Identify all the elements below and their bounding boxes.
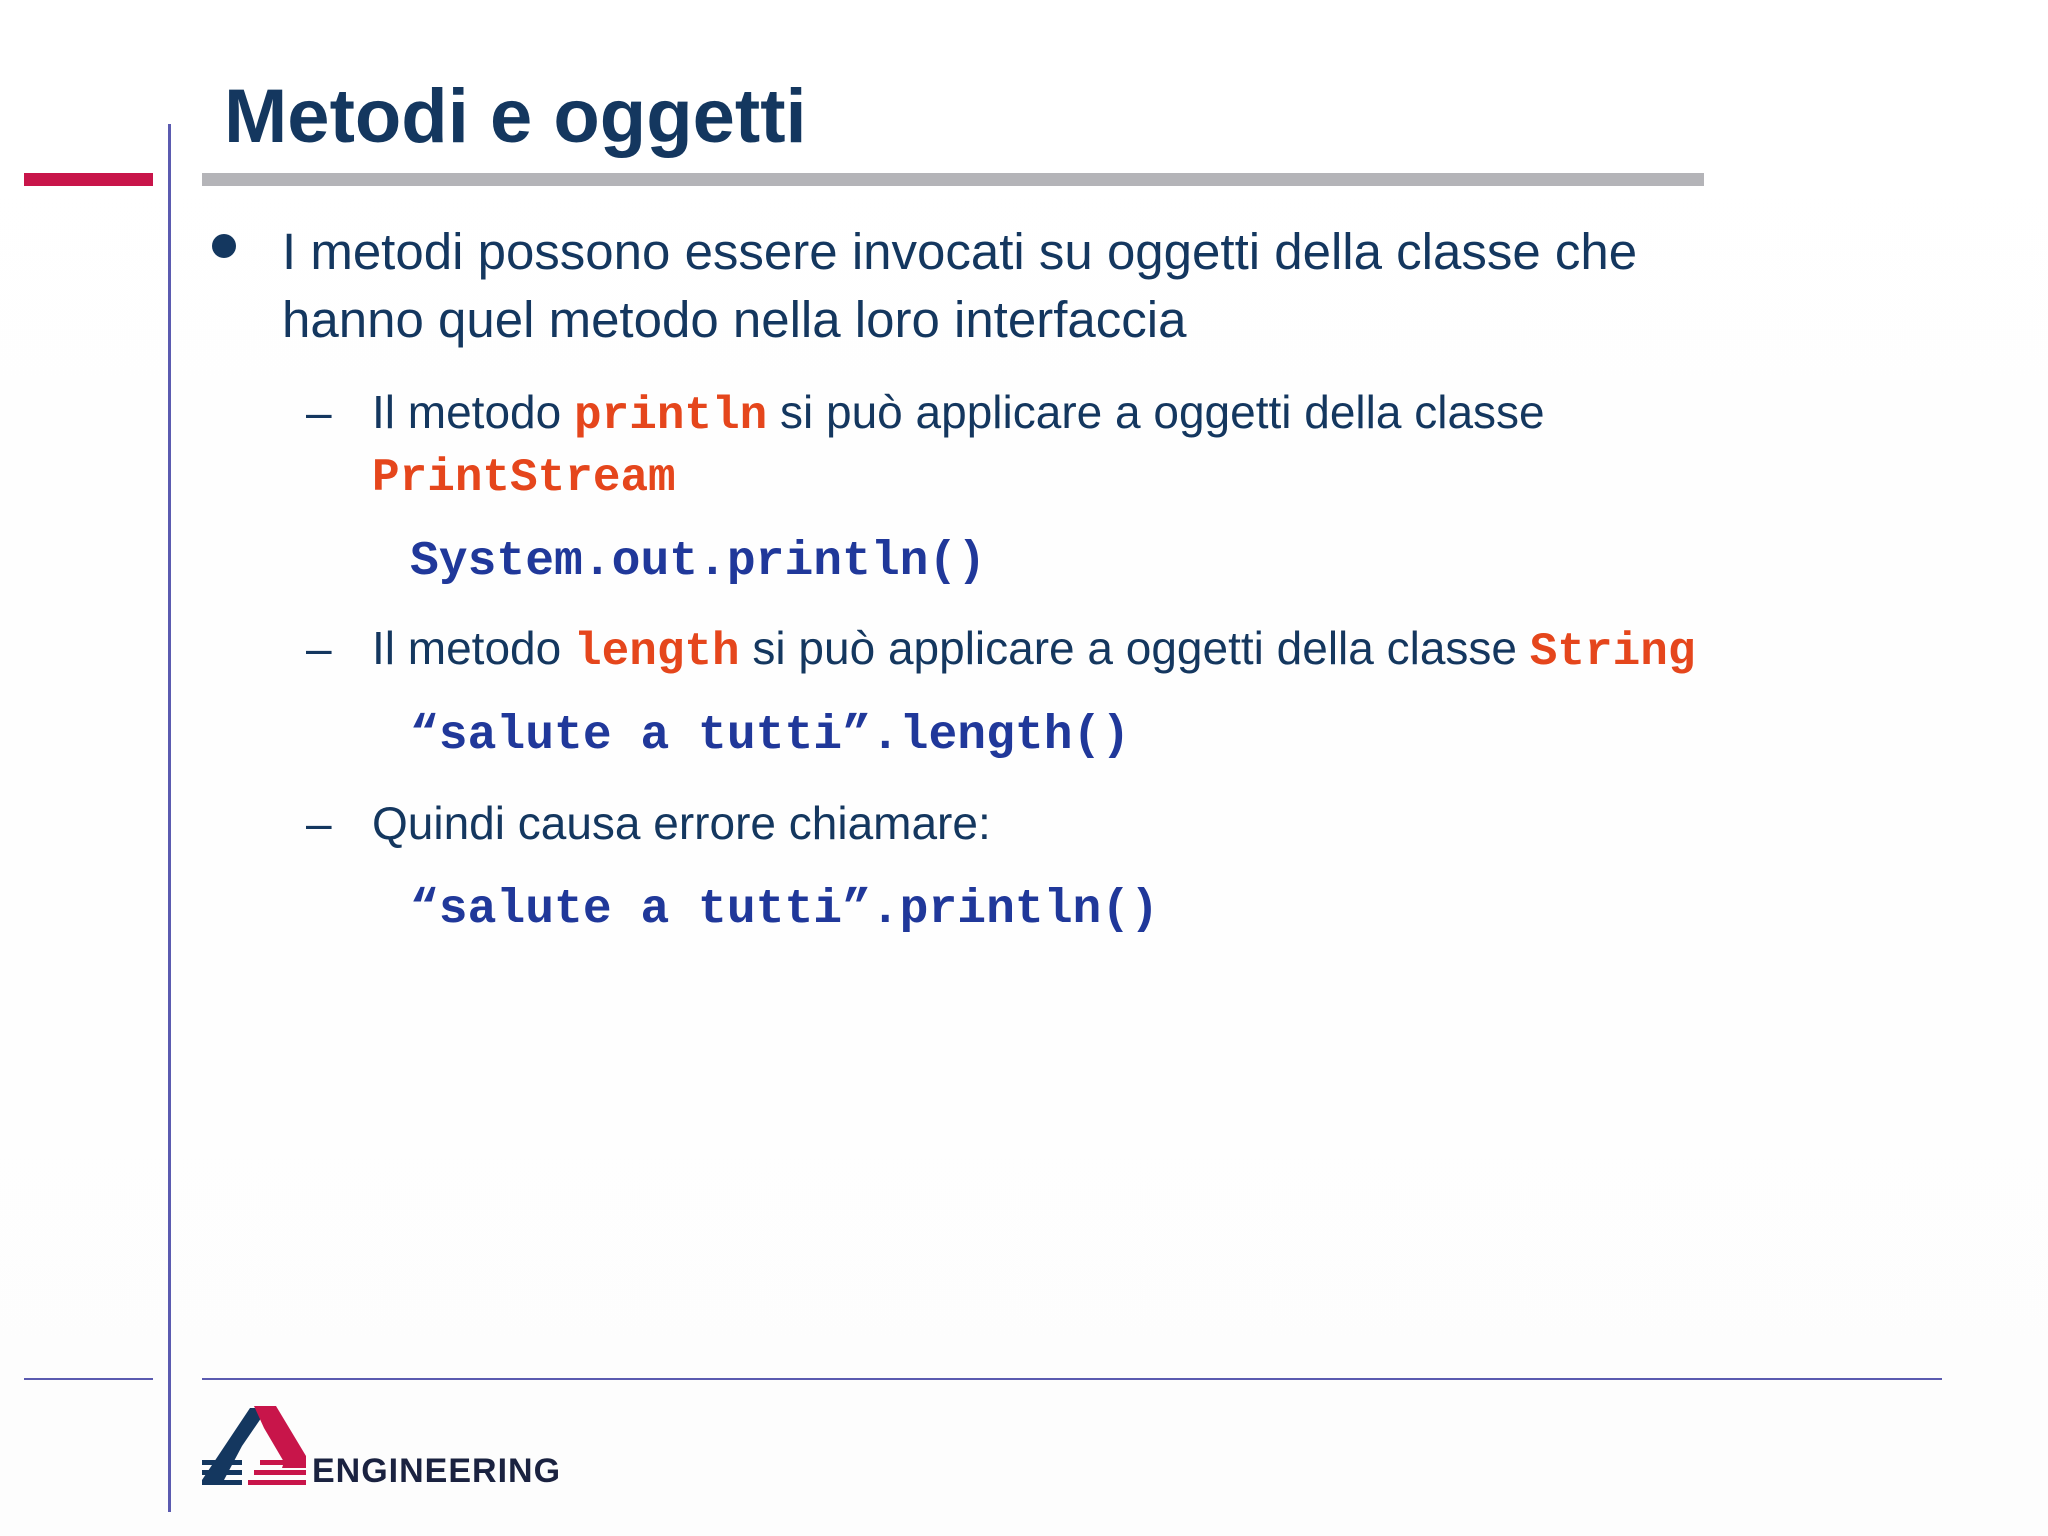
- title-underline-bar: [202, 173, 1704, 186]
- left-vertical-rule: [168, 124, 171, 1512]
- code-example-3: “salute a tutti”.println(): [410, 883, 1159, 937]
- bullet-dot-icon: [212, 234, 236, 258]
- bullet-line-2: hanno quel metodo nella loro interfaccia: [282, 291, 1187, 348]
- sub-bullet-dash-3: –: [306, 797, 332, 849]
- sub-bullet-1-line-2: [372, 444, 676, 508]
- code-example-2: “salute a tutti”.length(): [410, 709, 1131, 763]
- slide-title: Metodi e oggetti: [224, 74, 807, 159]
- sub-bullet-2-line: [372, 618, 1695, 682]
- footer-rule-left: [24, 1378, 153, 1380]
- code-println: println: [574, 390, 768, 442]
- sub-bullet-1-pre: Il metodo: [372, 386, 574, 438]
- code-printstream: PrintStream: [372, 452, 676, 504]
- code-length: length: [574, 626, 740, 678]
- footer-rule-main: [202, 1378, 1942, 1380]
- code-example-1: System.out.println(): [410, 535, 987, 589]
- sub-bullet-dash-2: –: [306, 622, 332, 674]
- sub-bullet-1-line-1: [372, 382, 1545, 446]
- logo-wordmark: ENGINEERING: [312, 1452, 562, 1490]
- sub-bullet-1-post: si può applicare a oggetti della classe: [767, 386, 1545, 438]
- sub-bullet-2-post: si può applicare a oggetti della classe: [739, 622, 1530, 674]
- sub-bullet-dash-1: –: [306, 386, 332, 438]
- title-accent-bar: [24, 173, 153, 186]
- sub-bullet-3-line: Quindi causa errore chiamare:: [372, 797, 991, 849]
- sub-bullet-2-pre: Il metodo: [372, 622, 574, 674]
- bullet-line-1: I metodi possono essere invocati su oggetti della classe che: [282, 223, 1638, 280]
- code-string: String: [1529, 626, 1696, 678]
